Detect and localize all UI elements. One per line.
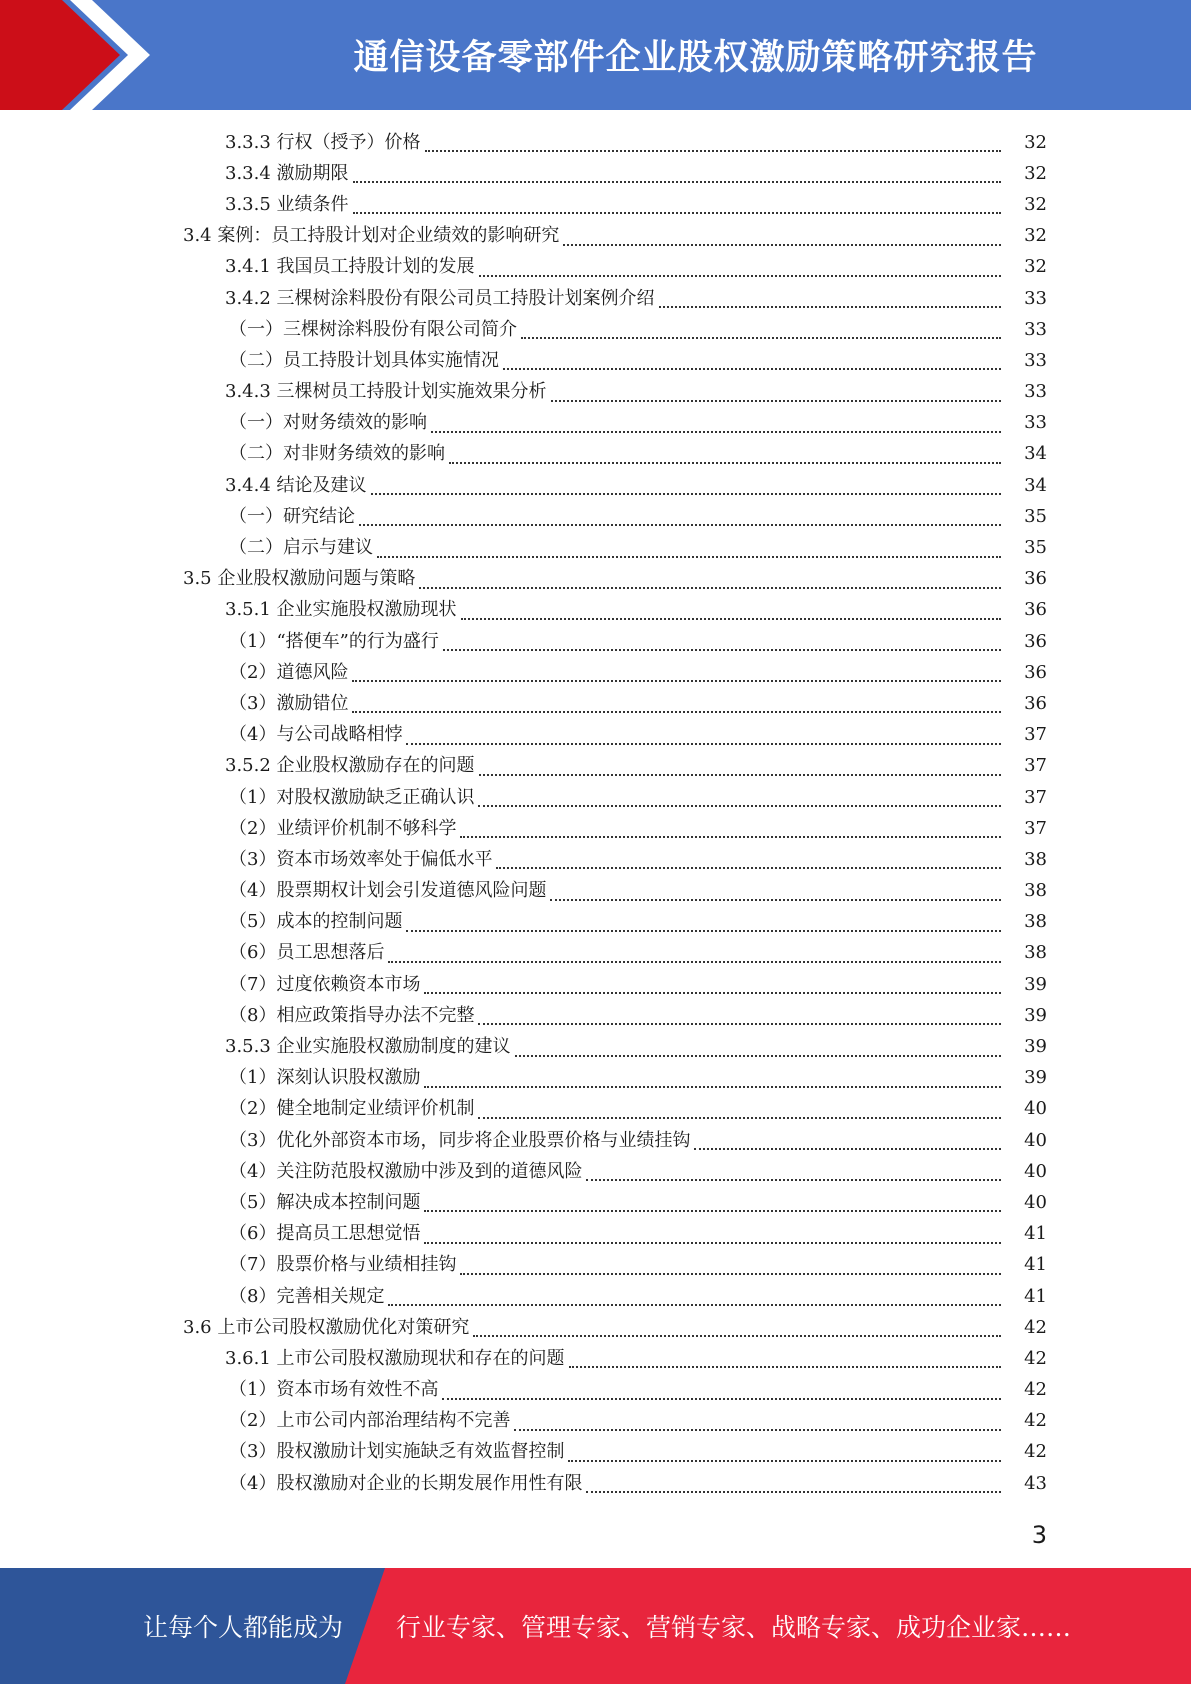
- toc-entry[interactable]: [0, 1406, 1191, 1437]
- toc-entry-title: （2）道德风险: [229, 661, 349, 683]
- toc-entry-page: 34: [1024, 443, 1047, 465]
- toc-entry-page: 40: [1024, 1098, 1047, 1120]
- toc-entry[interactable]: [0, 501, 1191, 532]
- toc-entry[interactable]: [0, 408, 1191, 439]
- toc-entry-page: 38: [1024, 911, 1047, 933]
- toc-dot-leader: [514, 1428, 1001, 1431]
- toc-entry-title: （8）完善相关规定: [229, 1285, 385, 1307]
- toc-entry-page: 39: [1024, 1067, 1047, 1089]
- toc-dot-leader: [550, 898, 1001, 901]
- toc-entry-page: 35: [1024, 537, 1047, 559]
- footer-slogan: 让每个人都能成为: [143, 1613, 344, 1642]
- toc-entry-title: 3.3.3 行权（授予）价格: [225, 131, 421, 153]
- toc-entry-title: （6）员工思想落后: [229, 942, 385, 964]
- toc-entry-title: （3）资本市场效率处于偏低水平: [229, 848, 493, 870]
- toc-dot-leader: [521, 336, 1001, 339]
- toc-entry[interactable]: [0, 564, 1191, 595]
- toc-entry-title: 3.4.2 三棵树涂料股份有限公司员工持股计划案例介绍: [225, 287, 655, 309]
- table-of-contents: [0, 127, 1191, 1499]
- toc-entry-title: （5）解决成本控制问题: [229, 1191, 421, 1213]
- toc-entry[interactable]: [0, 1437, 1191, 1468]
- toc-entry[interactable]: [0, 314, 1191, 345]
- toc-dot-leader: [694, 1147, 1001, 1150]
- toc-entry-title: 3.5 企业股权激励问题与策略: [183, 568, 416, 590]
- toc-entry-title: 3.3.5 业绩条件: [225, 193, 349, 215]
- toc-dot-leader: [352, 679, 1001, 682]
- toc-entry-title: （6）提高员工思想觉悟: [229, 1223, 421, 1245]
- toc-entry-page: 36: [1024, 630, 1047, 652]
- toc-entry[interactable]: [0, 844, 1191, 875]
- toc-entry-title: 3.4 案例：员工持股计划对企业绩效的影响研究: [183, 225, 560, 247]
- toc-entry-page: 40: [1024, 1129, 1047, 1151]
- toc-entry-page: 39: [1024, 1004, 1047, 1026]
- toc-entry[interactable]: [0, 532, 1191, 563]
- toc-dot-leader: [563, 243, 1001, 246]
- report-title: 通信设备零部件企业股权激励策略研究报告: [353, 38, 1038, 78]
- toc-entry-title: （7）过度依赖资本市场: [229, 973, 421, 995]
- toc-entry-page: 32: [1024, 256, 1047, 278]
- toc-dot-leader: [569, 1365, 1001, 1368]
- toc-dot-leader: [568, 1459, 1001, 1462]
- toc-entry-title: （3）股权激励计划实施缺乏有效监督控制: [229, 1441, 565, 1463]
- toc-entry-title: （一）研究结论: [229, 505, 355, 527]
- toc-entry-title: （一）对财务绩效的影响: [229, 412, 427, 434]
- toc-entry-title: 3.5.1 企业实施股权激励现状: [225, 599, 457, 621]
- toc-entry[interactable]: [0, 345, 1191, 376]
- toc-entry-page: 32: [1024, 162, 1047, 184]
- toc-entry-title: （二）对非财务绩效的影响: [229, 443, 445, 465]
- toc-entry-title: 3.4.3 三棵树员工持股计划实施效果分析: [225, 381, 547, 403]
- toc-entry-page: 37: [1024, 786, 1047, 808]
- toc-entry-title: （2）健全地制定业绩评价机制: [229, 1098, 475, 1120]
- toc-entry-page: 40: [1024, 1160, 1047, 1182]
- toc-dot-leader: [461, 617, 1001, 620]
- toc-entry[interactable]: [0, 1000, 1191, 1031]
- toc-dot-leader: [424, 1241, 1001, 1244]
- toc-dot-leader: [449, 461, 1001, 464]
- page-footer: [0, 1568, 1191, 1684]
- toc-entry-title: 3.4.1 我国员工持股计划的发展: [225, 256, 475, 278]
- toc-dot-leader: [353, 211, 1001, 214]
- toc-entry-title: （4）与公司战略相悖: [229, 724, 403, 746]
- toc-dot-leader: [371, 492, 1001, 495]
- toc-entry-title: （3）优化外部资本市场，同步将企业股票价格与业绩挂钩: [229, 1129, 691, 1151]
- toc-entry-title: （8）相应政策指导办法不完整: [229, 1004, 475, 1026]
- toc-entry-page: 38: [1024, 880, 1047, 902]
- toc-entry-page: 41: [1024, 1223, 1047, 1245]
- toc-dot-leader: [515, 1054, 1001, 1057]
- toc-entry[interactable]: [0, 1219, 1191, 1250]
- toc-dot-leader: [496, 866, 1001, 869]
- toc-entry-page: 39: [1024, 1036, 1047, 1058]
- toc-entry-title: （4）股权激励对企业的长期发展作用性有限: [229, 1472, 583, 1494]
- toc-entry-title: （一）三棵树涂料股份有限公司简介: [229, 318, 517, 340]
- toc-entry-title: （二）员工持股计划具体实施情况: [229, 349, 499, 371]
- toc-dot-leader: [473, 1334, 1001, 1337]
- toc-entry[interactable]: [0, 283, 1191, 314]
- toc-entry[interactable]: [0, 252, 1191, 283]
- toc-entry-page: 41: [1024, 1285, 1047, 1307]
- toc-dot-leader: [442, 1397, 1001, 1400]
- toc-entry-title: 3.5.2 企业股权激励存在的问题: [225, 755, 475, 777]
- toc-dot-leader: [424, 1085, 1001, 1088]
- toc-entry-page: 42: [1024, 1379, 1047, 1401]
- toc-entry[interactable]: [0, 127, 1191, 158]
- toc-entry[interactable]: [0, 876, 1191, 907]
- toc-entry[interactable]: [0, 782, 1191, 813]
- toc-entry-title: 3.4.4 结论及建议: [225, 474, 367, 496]
- toc-entry[interactable]: [0, 470, 1191, 501]
- toc-entry[interactable]: [0, 1031, 1191, 1062]
- toc-entry[interactable]: [0, 1281, 1191, 1312]
- toc-entry-page: 32: [1024, 225, 1047, 247]
- toc-entry-title: （7）股票价格与业绩相挂钩: [229, 1254, 457, 1276]
- toc-dot-leader: [424, 991, 1001, 994]
- toc-dot-leader: [503, 367, 1001, 370]
- toc-entry-page: 37: [1024, 755, 1047, 777]
- toc-dot-leader: [443, 648, 1001, 651]
- toc-entry-page: 42: [1024, 1347, 1047, 1369]
- toc-entry-page: 38: [1024, 848, 1047, 870]
- toc-entry-page: 33: [1024, 287, 1047, 309]
- toc-entry[interactable]: [0, 626, 1191, 657]
- toc-dot-leader: [460, 1272, 1001, 1275]
- toc-entry[interactable]: [0, 158, 1191, 189]
- toc-entry-page: 32: [1024, 131, 1047, 153]
- toc-entry-page: 42: [1024, 1410, 1047, 1432]
- toc-entry-title: （2）业绩评价机制不够科学: [229, 817, 457, 839]
- toc-dot-leader: [388, 1303, 1001, 1306]
- toc-entry[interactable]: [0, 657, 1191, 688]
- toc-entry-title: 3.5.3 企业实施股权激励制度的建议: [225, 1036, 511, 1058]
- toc-dot-leader: [388, 960, 1001, 963]
- toc-dot-leader: [460, 835, 1001, 838]
- toc-entry-title: 3.6.1 上市公司股权激励现状和存在的问题: [225, 1347, 565, 1369]
- chevron-arrow-icon: [0, 0, 160, 110]
- toc-entry-title: （1）“搭便车”的行为盛行: [229, 630, 439, 652]
- toc-entry[interactable]: [0, 969, 1191, 1000]
- toc-entry[interactable]: [0, 1250, 1191, 1281]
- toc-entry-title: 3.6 上市公司股权激励优化对策研究: [183, 1316, 470, 1338]
- page-number: 3: [1031, 1521, 1047, 1549]
- toc-dot-leader: [586, 1490, 1001, 1493]
- toc-entry[interactable]: [0, 751, 1191, 782]
- toc-entry[interactable]: [0, 907, 1191, 938]
- toc-dot-leader: [406, 742, 1001, 745]
- toc-entry[interactable]: [0, 1312, 1191, 1343]
- toc-entry-title: （二）启示与建议: [229, 537, 373, 559]
- toc-entry[interactable]: [0, 1125, 1191, 1156]
- toc-entry-page: 41: [1024, 1254, 1047, 1276]
- toc-entry-title: 3.3.4 激励期限: [225, 162, 349, 184]
- toc-dot-leader: [406, 929, 1001, 932]
- toc-entry[interactable]: [0, 1375, 1191, 1406]
- toc-entry[interactable]: [0, 1094, 1191, 1125]
- toc-entry-page: 35: [1024, 505, 1047, 527]
- toc-dot-leader: [359, 523, 1001, 526]
- toc-entry[interactable]: [0, 189, 1191, 220]
- toc-entry-page: 36: [1024, 661, 1047, 683]
- toc-dot-leader: [431, 430, 1001, 433]
- toc-entry-title: （1）对股权激励缺乏正确认识: [229, 786, 475, 808]
- toc-entry-title: （5）成本的控制问题: [229, 911, 403, 933]
- toc-entry-page: 43: [1024, 1472, 1047, 1494]
- toc-entry[interactable]: [0, 1343, 1191, 1374]
- toc-entry[interactable]: [0, 1156, 1191, 1187]
- toc-entry[interactable]: [0, 221, 1191, 252]
- toc-entry-page: 33: [1024, 349, 1047, 371]
- toc-entry[interactable]: [0, 813, 1191, 844]
- toc-dot-leader: [478, 1116, 1001, 1119]
- page-header: [0, 0, 1191, 110]
- toc-entry-page: 33: [1024, 381, 1047, 403]
- toc-dot-leader: [659, 305, 1001, 308]
- toc-dot-leader: [377, 555, 1001, 558]
- toc-entry-page: 36: [1024, 599, 1047, 621]
- toc-entry-page: 33: [1024, 412, 1047, 434]
- toc-entry[interactable]: [0, 1468, 1191, 1499]
- toc-dot-leader: [479, 773, 1001, 776]
- toc-entry-page: 38: [1024, 942, 1047, 964]
- toc-entry-page: 40: [1024, 1191, 1047, 1213]
- toc-dot-leader: [586, 1178, 1001, 1181]
- toc-dot-leader: [478, 804, 1001, 807]
- toc-dot-leader: [479, 274, 1001, 277]
- toc-entry-page: 39: [1024, 973, 1047, 995]
- toc-entry[interactable]: [0, 720, 1191, 751]
- toc-entry-page: 37: [1024, 817, 1047, 839]
- toc-entry-page: 32: [1024, 193, 1047, 215]
- toc-dot-leader: [353, 180, 1001, 183]
- toc-entry[interactable]: [0, 377, 1191, 408]
- toc-entry[interactable]: [0, 1063, 1191, 1094]
- toc-entry-title: （4）关注防范股权激励中涉及到的道德风险: [229, 1160, 583, 1182]
- toc-entry[interactable]: [0, 688, 1191, 719]
- toc-entry-page: 33: [1024, 318, 1047, 340]
- toc-entry-page: 36: [1024, 692, 1047, 714]
- toc-entry-page: 36: [1024, 568, 1047, 590]
- toc-entry-title: （2）上市公司内部治理结构不完善: [229, 1410, 511, 1432]
- toc-dot-leader: [425, 149, 1001, 152]
- toc-entry-title: （1）深刻认识股权激励: [229, 1067, 421, 1089]
- toc-dot-leader: [419, 586, 1001, 589]
- toc-dot-leader: [478, 1022, 1001, 1025]
- toc-entry-page: 37: [1024, 724, 1047, 746]
- toc-entry-page: 42: [1024, 1316, 1047, 1338]
- toc-entry-title: （4）股票期权计划会引发道德风险问题: [229, 880, 547, 902]
- toc-entry-page: 42: [1024, 1441, 1047, 1463]
- toc-entry[interactable]: [0, 938, 1191, 969]
- toc-entry-page: 34: [1024, 474, 1047, 496]
- toc-dot-leader: [352, 710, 1001, 713]
- toc-entry[interactable]: [0, 439, 1191, 470]
- toc-entry[interactable]: [0, 595, 1191, 626]
- toc-dot-leader: [551, 399, 1001, 402]
- toc-entry-title: （1）资本市场有效性不高: [229, 1379, 439, 1401]
- footer-roles: 行业专家、管理专家、营销专家、战略专家、成功企业家……: [396, 1613, 1072, 1642]
- toc-entry-title: （3）激励错位: [229, 692, 349, 714]
- toc-dot-leader: [424, 1209, 1001, 1212]
- toc-entry[interactable]: [0, 1187, 1191, 1218]
